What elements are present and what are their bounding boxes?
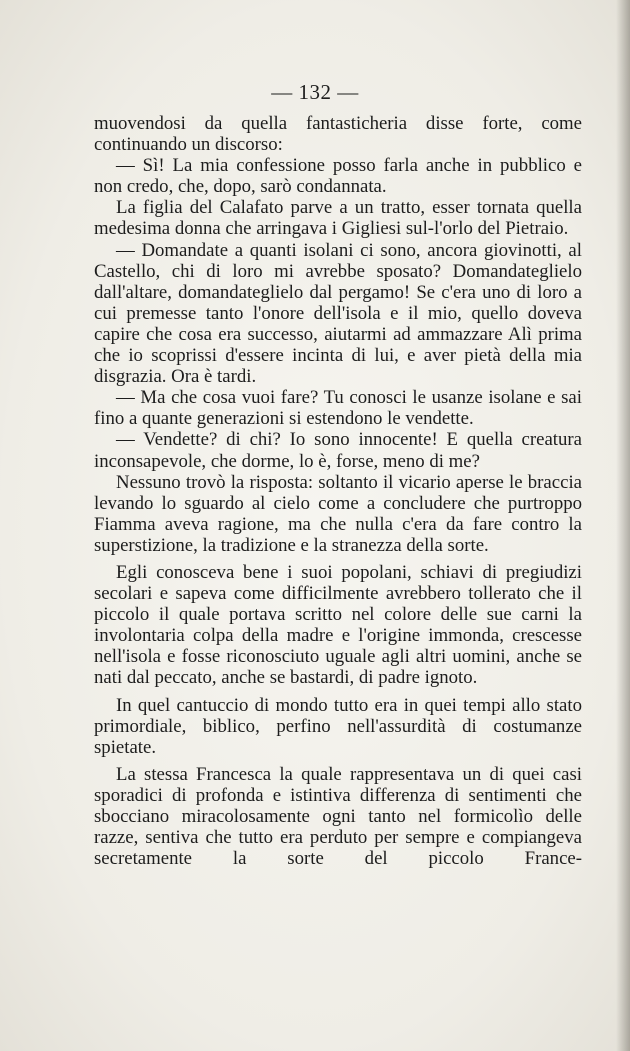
page-edge-shadow — [616, 0, 630, 1051]
paragraph-10: La stessa Francesca la quale rappresentava un di quei casi sporadici di profonda e istintiva differenza di sentimenti che sbocciano miracolosamente ogni tanto nel formicolìo delle razze, sentiva che tutto era perduto per sempre e compiangeva secretamente la sorte del piccolo France- — [94, 763, 582, 870]
paragraph-4: — Domandate a quanti isolani ci sono, ancora giovinotti, al Castello, chi di loro mi avrebbe sposato? Domandateglielo dall'altare, domandateglielo dal pergamo! Se c'era uno di loro a cui premesse tanto l'onore dell'isola e il mio, quello doveva capire che cosa era successo, aiutarmi ad ammazzare Alì prima che io scoprissi d'essere incinta di lui, e aver pietà della mia disgrazia. Ora è tardi. — [94, 239, 582, 388]
paragraph-3: La figlia del Calafato parve a un tratto, esser tornata quella medesima donna che arringava i Gigliesi sul-l'orlo del Pietraio. — [94, 197, 582, 240]
paragraph-9: In quel cantuccio di mondo tutto era in quei tempi allo stato primordiale, biblico, perfino nell'assurdità di costumanze spietate. — [94, 694, 582, 758]
page-number: — 132 — — [271, 80, 359, 104]
paragraph-6: — Vendette? di chi? Io sono innocente! E quella creatura inconsapevole, che dorme, lo è, forse, meno di me? — [94, 429, 582, 472]
paragraph-1: muovendosi da quella fantasticheria disse forte, come continuando un discorso: — [94, 113, 582, 156]
paragraph-7: Nessuno trovò la risposta: soltanto il vicario aperse le braccia levando lo sguardo al cielo come a concludere che purtroppo Fiamma aveva ragione, ma che nulla c'era da fare contro la superstizione, la tradizione e la stranezza della sorte. — [94, 471, 582, 556]
paragraph-2: — Sì! La mia confessione posso farla anche in pubblico e non credo, che, dopo, sarò condannata. — [94, 155, 582, 198]
paragraph-8: Egli conosceva bene i suoi popolani, schiavi di pregiudizi secolari e sapeva come difficilmente avrebbero tollerato che il piccolo il quale portava scritto nel colore delle sue carni la involontaria colpa della madre e l'origine immonda, crescesse nell'isola e fosse riconosciuto uguale agli altri uomini, anche se nati dal peccato, anche se bastardi, di padre ignoto. — [94, 561, 582, 689]
page-body — [94, 113, 582, 869]
paragraph-5: — Ma che cosa vuoi fare? Tu conosci le usanze isolane e sai fino a quante generazioni si estendono le vendette. — [94, 387, 582, 430]
